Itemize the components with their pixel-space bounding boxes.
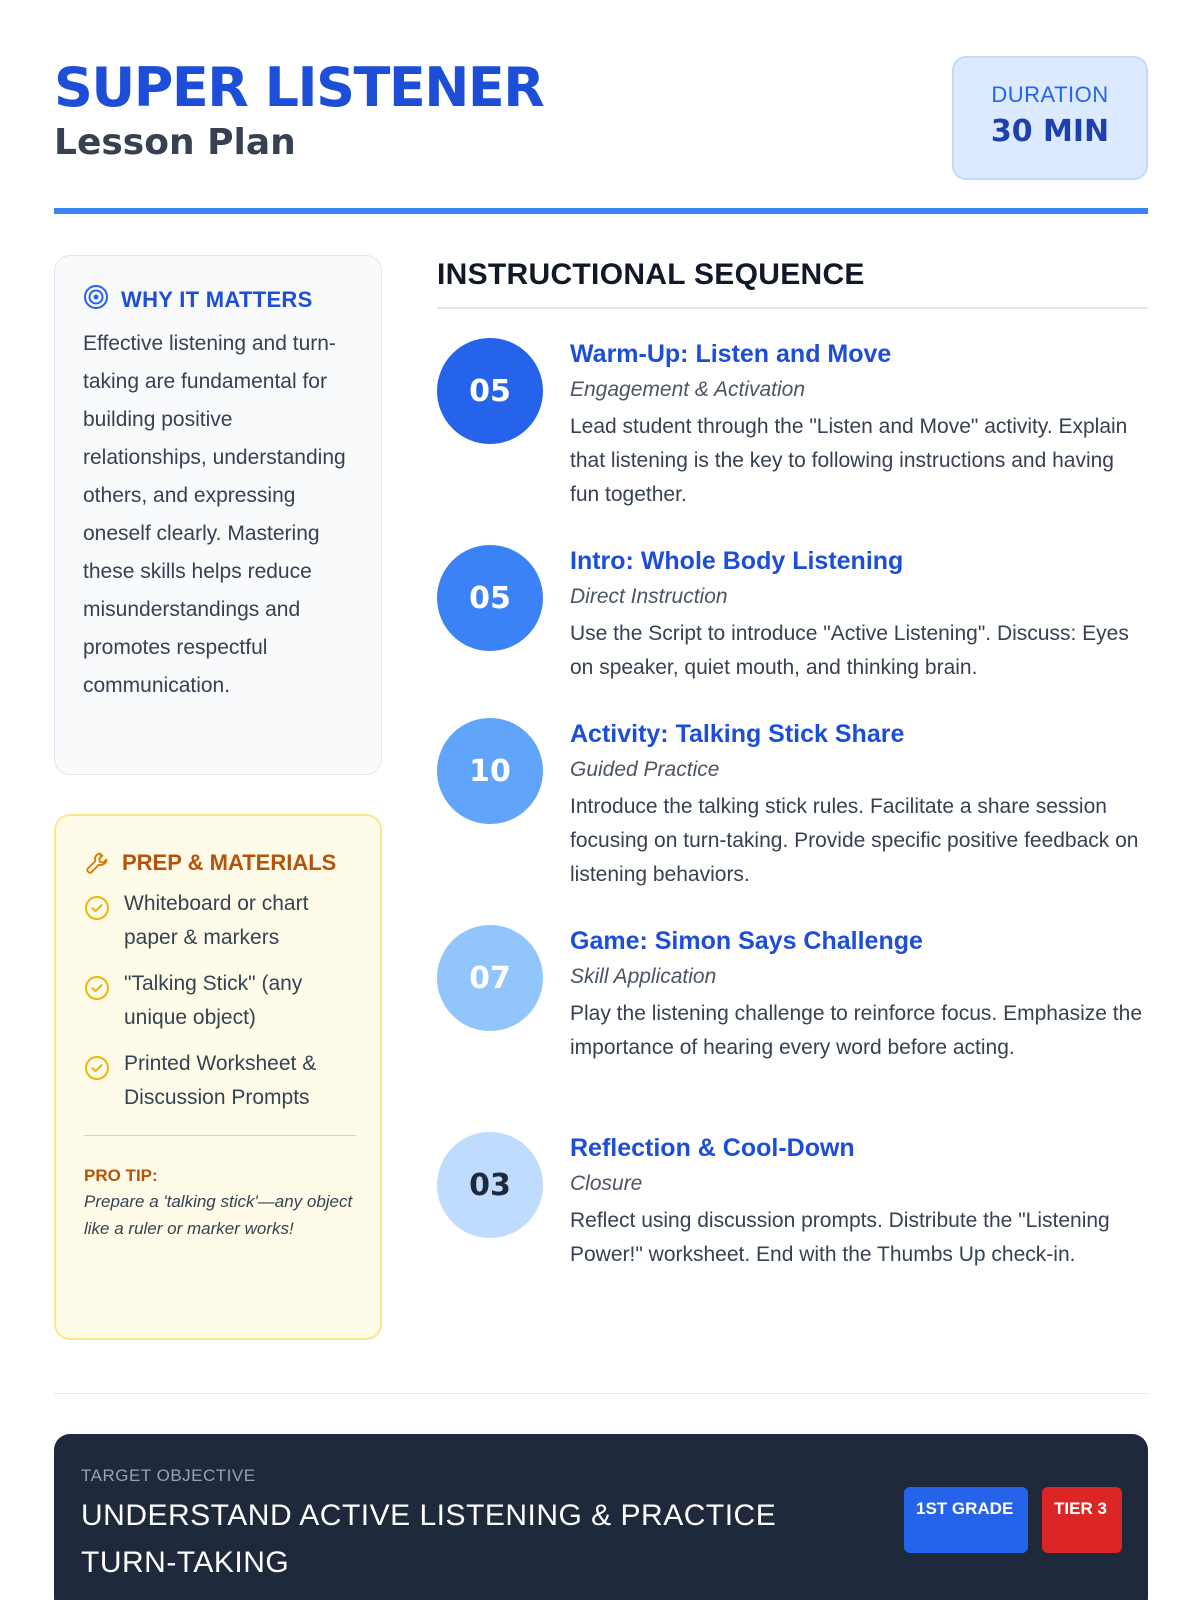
step-duration-circle: 05: [437, 545, 543, 651]
list-item: [84, 887, 356, 955]
pro-tip-label: PRO TIP:: [84, 1166, 158, 1185]
duration-label: DURATION: [991, 82, 1109, 107]
step-phase: Closure: [570, 1172, 643, 1195]
step-title: Game: Simon Says Challenge: [570, 927, 923, 955]
material-text: "Talking Stick" (any unique object): [124, 972, 303, 1029]
step-phase: Engagement & Activation: [570, 378, 806, 401]
prep-title: PREP & MATERIALS: [122, 850, 337, 875]
duration-value: 30 MIN: [990, 114, 1110, 149]
page-title: SUPER LISTENER: [54, 56, 544, 119]
duration-box: [952, 56, 1148, 180]
objective-label: TARGET OBJECTIVE: [81, 1466, 256, 1485]
tip-divider: [84, 1135, 356, 1136]
step-duration-circle: 07: [437, 925, 543, 1031]
check-circle-icon: [84, 895, 110, 926]
step-description: Use the Script to introduce "Active Listening". Discuss: Eyes on speaker, quiet mouth, and thinking brain.: [570, 622, 1129, 679]
wrench-icon: [84, 850, 110, 881]
pro-tip-text: Prepare a 'talking stick'—any object like a ruler or marker works!: [84, 1192, 353, 1238]
step-description: Lead student through the "Listen and Move" activity. Explain that listening is the key to following instructions and having fun together.: [570, 415, 1128, 506]
prep-materials-card: [54, 814, 382, 1340]
header-divider: [54, 208, 1148, 214]
material-text: Whiteboard or chart paper & markers: [124, 892, 309, 949]
step-title: Intro: Whole Body Listening: [570, 547, 904, 575]
why-body: Effective listening and turn-taking are fundamental for building positive relationships, understanding others, and expressing oneself clearly. Mastering these skills helps reduce misunderstandings and promotes respectful communication.: [83, 332, 346, 697]
step-description: Introduce the talking stick rules. Facilitate a share session focusing on turn-taking. Provide specific positive feedback on listening behaviors.: [570, 795, 1139, 886]
footer-divider: [54, 1393, 1148, 1394]
objective-text: UNDERSTAND ACTIVE LISTENING & PRACTICE TURN-TAKING: [81, 1499, 777, 1579]
step-phase: Skill Application: [570, 965, 717, 988]
step-description: Play the listening challenge to reinforce focus. Emphasize the importance of hearing every word before acting.: [570, 1002, 1142, 1059]
sequence-title: INSTRUCTIONAL SEQUENCE: [437, 258, 865, 291]
target-objective-panel: [54, 1434, 1148, 1600]
list-item: [84, 1047, 356, 1115]
page-subtitle: Lesson Plan: [54, 122, 296, 163]
material-text: Printed Worksheet & Discussion Prompts: [124, 1052, 317, 1109]
why-title: WHY IT MATTERS: [121, 286, 313, 312]
sequence-divider: [437, 307, 1148, 309]
check-circle-icon: [84, 975, 110, 1006]
why-it-matters-card: [54, 255, 382, 775]
materials-list: [84, 887, 356, 1115]
step-title: Reflection & Cool-Down: [570, 1134, 855, 1162]
step-description: Reflect using discussion prompts. Distribute the "Listening Power!" worksheet. End with the Thumbs Up check-in.: [570, 1209, 1110, 1266]
step-title: Warm-Up: Listen and Move: [570, 340, 892, 368]
step-title: Activity: Talking Stick Share: [570, 720, 905, 748]
step-duration-circle: 10: [437, 718, 543, 824]
step-duration-circle: 03: [437, 1132, 543, 1238]
step-duration-circle: 05: [437, 338, 543, 444]
check-circle-icon: [84, 1055, 110, 1086]
list-item: [84, 967, 356, 1035]
page-header: [54, 56, 1148, 216]
step-phase: Guided Practice: [570, 758, 720, 781]
grade-badge: 1ST GRADE: [904, 1487, 1028, 1553]
step-phase: Direct Instruction: [570, 585, 728, 608]
tier-badge: TIER 3: [1042, 1487, 1122, 1553]
target-icon: [83, 284, 109, 315]
